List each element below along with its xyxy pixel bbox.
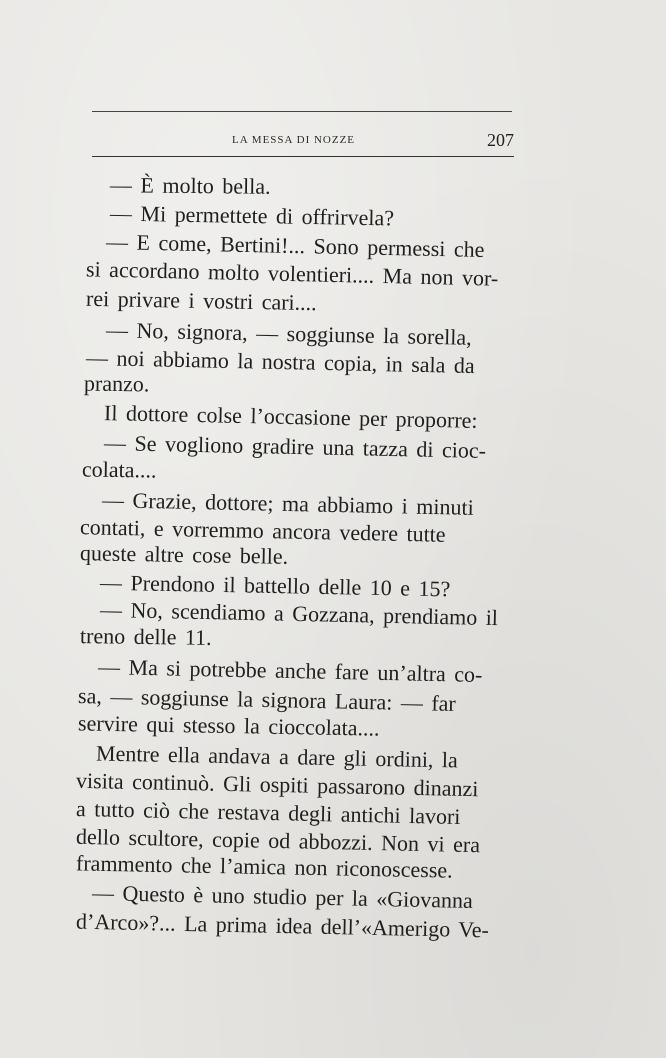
text-line: pranzo. — [83, 370, 150, 397]
text-line: — Prendono il battello delle 10 e 15? — [99, 569, 451, 602]
text-line: si accordano molto volentieri.... Ma non vor- — [85, 256, 499, 291]
text-line: treno delle 11. — [79, 623, 212, 650]
text-line: — Mi permettete di offrirvela? — [109, 200, 395, 231]
text-line: sa, — soggiunse la signora Laura: — far — [77, 683, 457, 716]
text-line: a tutto ciò che restava degli antichi lavori — [75, 795, 461, 830]
text-line: frammento che l’amica non riconoscesse. — [75, 850, 453, 883]
text-line: contati, e vorremmo ancora vedere tutte — [79, 514, 446, 547]
text-line: — Grazie, dottore; ma abbiamo i minuti — [101, 487, 474, 520]
text-line: — Ma si potrebbe anche fare un’altra co- — [97, 653, 483, 688]
text-line: d’Arco»?... La prima idea dell’«Amerigo Ve- — [75, 908, 490, 943]
text-line: — No, scendiamo a Gozzana, prendiamo il — [99, 596, 499, 631]
text-line: Il dottore colse l’occasione per proporre: — [103, 400, 478, 433]
text-line: visita continuò. Gli ospiti passarono dinanzi — [75, 767, 479, 802]
text-line: servire qui stesso la cioccolata.... — [77, 710, 380, 741]
text-line: colata.... — [81, 456, 157, 483]
text-line: queste altre cose belle. — [79, 540, 289, 569]
text-line: rei privare i vostri cari.... — [85, 285, 317, 316]
text-line: — È molto bella. — [109, 172, 271, 199]
text-line: — E come, Bertini!... Sono permessi che — [105, 229, 485, 262]
text-line: — Questo è uno studio per la «Giovanna — [91, 880, 474, 913]
running-title: LA MESSA DI NOZZE — [232, 134, 356, 146]
page-number: 207 — [487, 130, 514, 150]
text-line: dello scultore, copie od abbozzi. Non vi era — [75, 823, 481, 858]
text-line: Mentre ella andava a dare gli ordini, la — [95, 740, 459, 773]
text-line: — noi abbiamo la nostra copia, in sala da — [85, 344, 475, 379]
text-line: — Se vogliono gradire una tazza di cioc- — [103, 430, 487, 463]
text-line: — No, signora, — soggiunse la sorella, — [105, 317, 472, 350]
